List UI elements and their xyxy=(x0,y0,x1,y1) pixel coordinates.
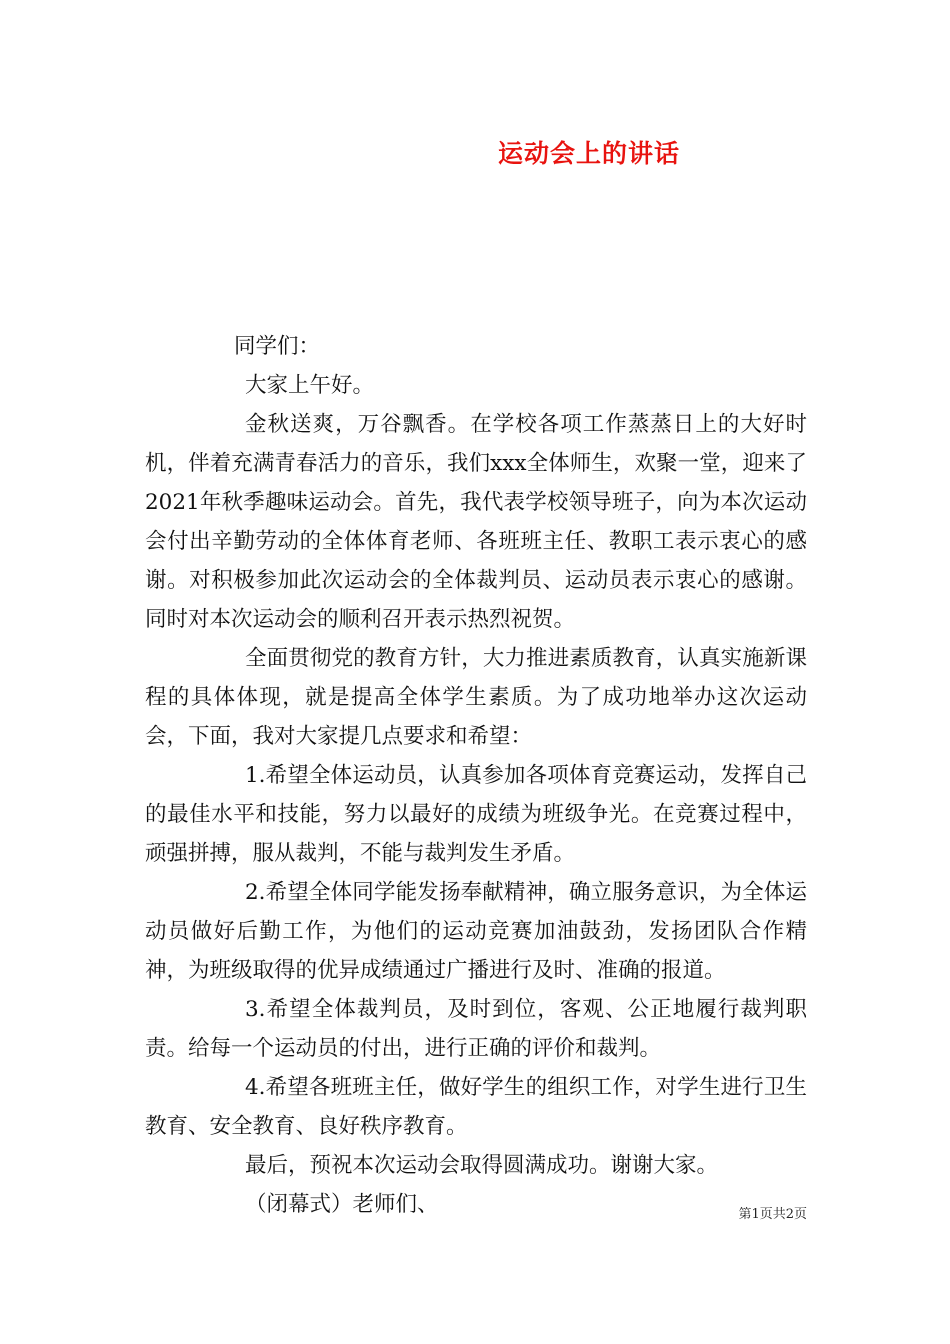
paragraph-item-2: 2.希望全体同学能发扬奉献精神，确立服务意识，为全体运动员做好后勤工作，为他们的运动竞赛加油鼓劲，发扬团队合作精神，为班级取得的优异成绩通过广播进行及时、准确的报道。 xyxy=(145,880,807,983)
greeting: 大家上午好。 xyxy=(245,373,375,398)
document-title: 运动会上的讲话 xyxy=(497,139,680,168)
salutation: 同学们： xyxy=(234,334,321,359)
paragraph-item-3: 3.希望全体裁判员，及时到位，客观、公正地履行裁判职责。给每一个运动员的付出，进行正确的评价和裁判。 xyxy=(145,997,807,1061)
paragraph-item-1: 1.希望全体运动员，认真参加各项体育竞赛运动，发挥自己的最佳水平和技能，努力以最好的成绩为班级争光。在竞赛过程中，顽强拼搏，服从裁判，不能与裁判发生矛盾。 xyxy=(145,763,807,866)
paragraph-opening: 金秋送爽，万谷飘香。在学校各项工作蒸蒸日上的大好时机，伴着充满青春活力的音乐，我们xxx全体师生，欢聚一堂，迎来了2021年秋季趣味运动会。首先，我代表学校领导班子，向为本次运动会付出辛勤劳动的全体体育老师、各班班主任、教职工表示衷心的感谢。对积极参加此次运动会的全体裁判员、运动员表示衷心的感谢。同时对本次运动会的顺利召开表示热烈祝贺。 xyxy=(145,412,807,632)
paragraph-item-4: 4.希望各班班主任，做好学生的组织工作，对学生进行卫生教育、安全教育、良好秩序教育。 xyxy=(145,1075,807,1139)
document-body xyxy=(145,327,807,1224)
closing-ceremony-note: （闭幕式）老师们、 xyxy=(245,1192,439,1217)
paragraph-policy: 全面贯彻党的教育方针，大力推进素质教育，认真实施新课程的具体体现，就是提高全体学生素质。为了成功地举办这次运动会，下面，我对大家提几点要求和希望： xyxy=(145,646,807,749)
paragraph-closing: 最后，预祝本次运动会取得圆满成功。谢谢大家。 xyxy=(245,1153,719,1178)
page-number: 第1页共2页 xyxy=(738,1207,807,1222)
